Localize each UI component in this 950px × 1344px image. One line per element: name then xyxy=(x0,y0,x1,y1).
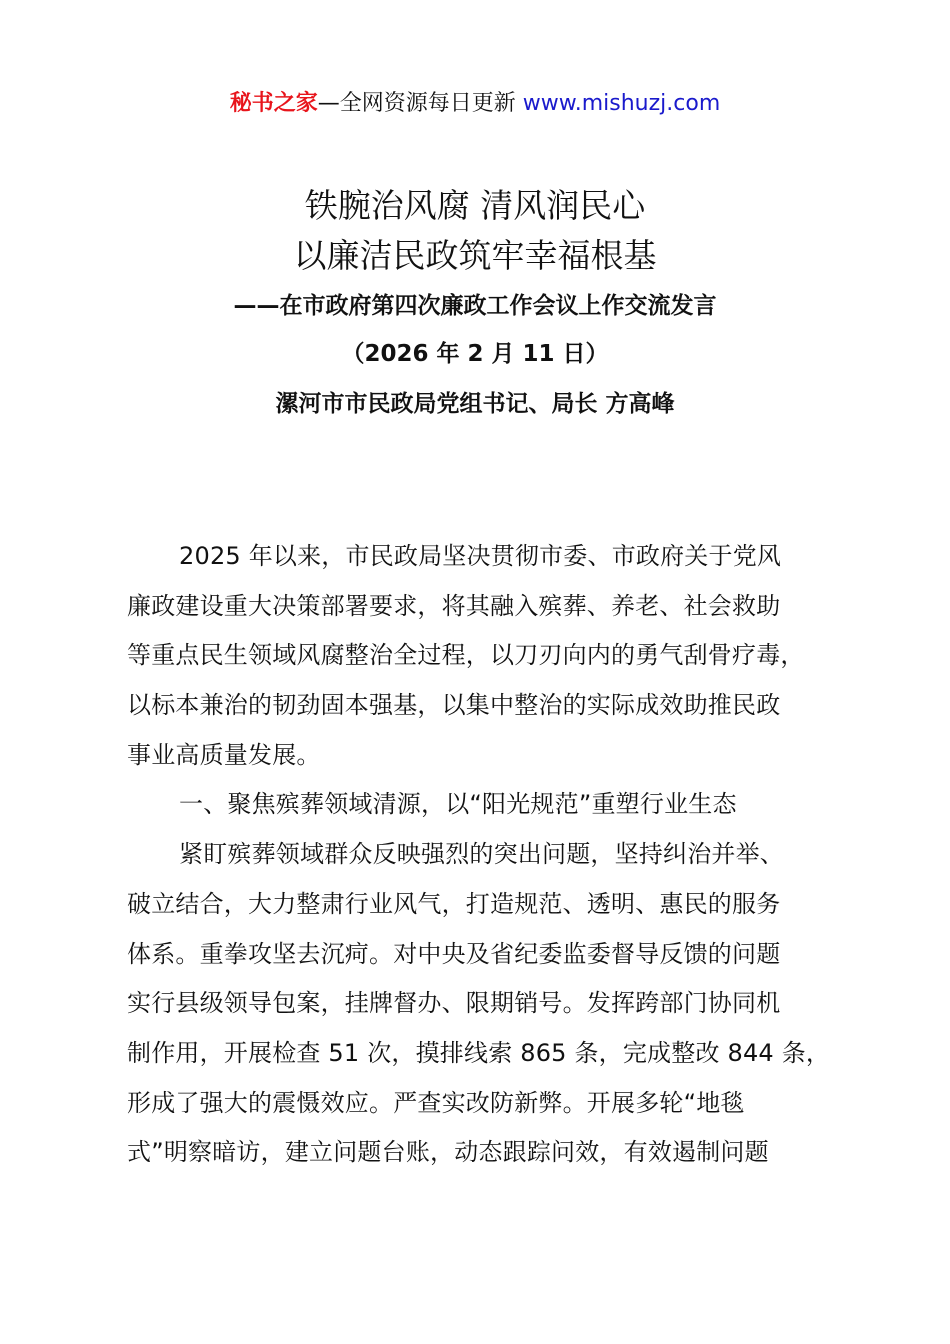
banner-tagline: —全网资源每日更新 xyxy=(317,91,523,116)
author-line: 漯河市市民政局党组书记、局长 方高峰 xyxy=(275,391,675,417)
section-heading xyxy=(127,780,867,830)
paragraph xyxy=(127,830,867,1178)
title-line-1: 铁腕治风腐 清风润民心 xyxy=(304,186,646,225)
site-url-link[interactable]: www.mishuzj.com xyxy=(522,91,721,116)
text-line: 式”明察暗访，建立问题台账，动态跟踪问效，有效遏制问题 xyxy=(127,1138,769,1167)
text-line: 形成了强大的震慑效应。严查实改防新弊。开展多轮“地毯 xyxy=(127,1088,745,1117)
subtitle: ——在市政府第四次廉政工作会议上作交流发言 xyxy=(233,293,717,319)
text-line: 2025 年以来，市民政局坚决贯彻市委、市政府关于党风 xyxy=(179,542,782,570)
text-line: 等重点民生领域风腐整治全过程，以刀刃向内的勇气刮骨疗毒， xyxy=(127,641,805,670)
text-line: 紧盯殡葬领域群众反映强烈的突出问题，坚持纠治并举、 xyxy=(179,840,784,869)
text-line: 制作用，开展检查 51 次，摸排线索 865 条，完成整改 844 条， xyxy=(127,1038,831,1067)
text-line: 以标本兼治的韧劲固本强基，以集中整治的实际成效助推民政 xyxy=(127,691,781,720)
text-line: 破立结合，大力整肃行业风气，打造规范、透明、惠民的服务 xyxy=(127,889,781,918)
text-line: 廉政建设重大决策部署要求，将其融入殡葬、养老、社会救助 xyxy=(127,591,781,620)
paragraph xyxy=(127,532,867,780)
document-body xyxy=(127,532,867,1178)
text-line: 一、聚焦殡葬领域清源，以“阳光规范”重塑行业生态 xyxy=(179,790,737,819)
text-line: 实行县级领导包案，挂牌督办、限期销号。发挥跨部门协同机 xyxy=(127,989,781,1018)
text-line: 事业高质量发展。 xyxy=(127,740,321,769)
title-line-2: 以廉洁民政筑牢幸福根基 xyxy=(293,236,657,275)
text-line: 体系。重拳攻坚去沉疴。对中央及省纪委监委督导反馈的问题 xyxy=(127,939,781,968)
site-banner xyxy=(0,88,950,120)
speech-date: （2026 年 2 月 11 日） xyxy=(341,341,609,367)
brand-name: 秘书之家 xyxy=(229,91,318,116)
